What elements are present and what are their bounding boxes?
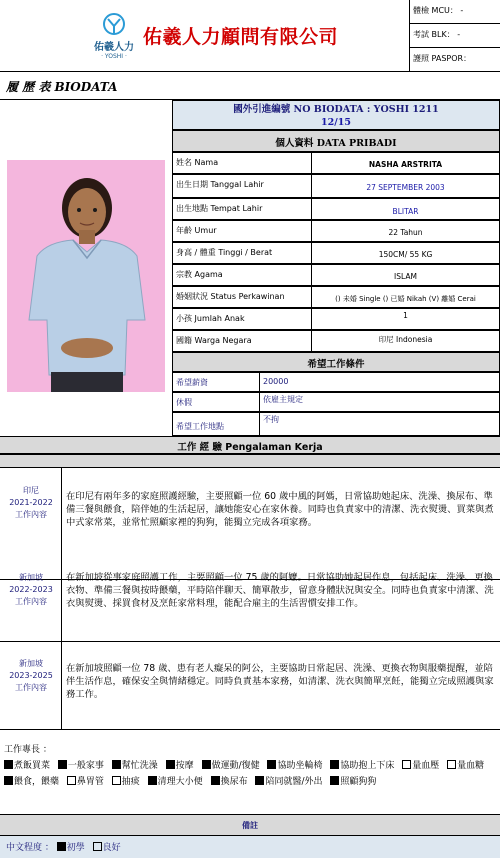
personal-label-tinggi-berat: 身高 / 體重 Tinggi / Berat bbox=[172, 242, 312, 264]
work-role: 工作內容 bbox=[15, 683, 47, 692]
skill-item bbox=[4, 777, 59, 787]
personal-value-tinggi-berat: 150CM/ 55 KG bbox=[311, 242, 500, 264]
skill-label: 抽痰 bbox=[121, 777, 140, 787]
personal-label-umur: 年齡 Umur bbox=[172, 220, 312, 242]
work-label bbox=[0, 485, 62, 521]
work-years: 2022-2023 bbox=[9, 585, 53, 594]
work-place: 新加坡 bbox=[19, 573, 43, 582]
biodata-title: 履 歷 表 BIODATA bbox=[0, 72, 500, 100]
logo-subtext: · YOSHI · bbox=[101, 53, 127, 60]
work-label bbox=[0, 658, 62, 694]
skill-label: 做運動/復健 bbox=[211, 761, 260, 771]
skill-label: 協助抱上下床 bbox=[340, 761, 395, 771]
work-label bbox=[0, 572, 62, 608]
skill-checkbox[interactable] bbox=[58, 760, 67, 769]
skill-item bbox=[112, 777, 140, 787]
logo-text: 佑羲人力 bbox=[94, 42, 134, 53]
language-option-item bbox=[57, 843, 85, 853]
skill-item bbox=[330, 777, 376, 787]
mcu-status: 體檢 MCU： - bbox=[410, 0, 500, 24]
skill-label: 煮飯買菜 bbox=[14, 761, 51, 771]
skills-list bbox=[4, 758, 496, 790]
personal-label-status-perkawinan: 婚姻狀況 Status Perkawinan bbox=[172, 286, 312, 308]
skills-title: 工作專長 ： bbox=[4, 745, 52, 755]
personal-label-tanggal-lahir: 出生日期 Tanggal Lahir bbox=[172, 174, 312, 198]
work-role: 工作內容 bbox=[15, 510, 47, 519]
language-option-checkbox[interactable] bbox=[57, 842, 66, 851]
pribadi-title: 個人資料 DATA PRIBADI bbox=[172, 130, 500, 152]
personal-value-tanggal-lahir: 27 SEPTEMBER 2003 bbox=[311, 174, 500, 198]
skill-label: 一般家事 bbox=[67, 761, 104, 771]
skill-item bbox=[166, 761, 194, 771]
skill-checkbox[interactable] bbox=[166, 760, 175, 769]
personal-value-agama: ISLAM bbox=[311, 264, 500, 286]
hope-label-holiday: 休假 bbox=[172, 392, 260, 412]
language-label: 中文程度 ： bbox=[6, 843, 54, 853]
personal-value-jumlah-anak: 1 bbox=[311, 308, 500, 330]
skill-checkbox[interactable] bbox=[67, 776, 76, 785]
hope-title: 希望工作條件 bbox=[172, 352, 500, 372]
skill-item bbox=[67, 777, 104, 787]
skill-item bbox=[447, 761, 484, 771]
company-name: 佑羲人力顧問有限公司 bbox=[143, 26, 339, 48]
work-role: 工作內容 bbox=[15, 597, 47, 606]
skill-checkbox[interactable] bbox=[112, 776, 121, 785]
work-years: 2023-2025 bbox=[9, 671, 53, 680]
skill-item bbox=[148, 777, 203, 787]
skill-checkbox[interactable] bbox=[211, 776, 220, 785]
personal-value-nama: NASHA ARSTRITA bbox=[311, 152, 500, 174]
skill-item bbox=[58, 761, 104, 771]
personal-label-warga-negara: 國籍 Warga Negara bbox=[172, 330, 312, 352]
personal-label-agama: 宗教 Agama bbox=[172, 264, 312, 286]
hope-value-location: 不拘 bbox=[259, 412, 500, 436]
page-header bbox=[0, 0, 500, 72]
personal-value-warga-negara: 印尼 Indonesia bbox=[311, 330, 500, 352]
skill-label: 照顧狗狗 bbox=[340, 777, 377, 787]
work-title: 工作 經 驗 Pengalaman Kerja bbox=[0, 436, 500, 454]
language-option-label: 初學 bbox=[66, 843, 85, 853]
skill-label: 量血糖 bbox=[457, 761, 485, 771]
skill-checkbox[interactable] bbox=[447, 760, 456, 769]
skill-checkbox[interactable] bbox=[330, 776, 339, 785]
personal-value-status-perkawinan: () 未婚 Single () 已婚 Nikah (V) 離婚 Cerai bbox=[311, 286, 500, 308]
hope-label-location: 希望工作地點 bbox=[172, 412, 260, 436]
paspor-status: 護照 PASPOR： bbox=[413, 54, 472, 63]
skill-checkbox[interactable] bbox=[112, 760, 121, 769]
skill-label: 協助坐輪椅 bbox=[277, 761, 323, 771]
skills-section bbox=[0, 736, 500, 814]
skill-label: 幫忙洗澡 bbox=[121, 761, 158, 771]
company-logo bbox=[88, 10, 140, 64]
skill-checkbox[interactable] bbox=[4, 776, 13, 785]
skill-item bbox=[211, 777, 248, 787]
blk-status: 考試 BLK： - bbox=[410, 24, 500, 48]
skill-item bbox=[112, 761, 158, 771]
skill-label: 按摩 bbox=[175, 761, 194, 771]
skill-item bbox=[330, 761, 394, 771]
skill-checkbox[interactable] bbox=[202, 760, 211, 769]
skill-checkbox[interactable] bbox=[267, 760, 276, 769]
skill-checkbox[interactable] bbox=[4, 760, 13, 769]
work-description: 在新加坡照顧一位 78 歲、患有老人癡呆的阿公，主要協助日常起居、洗澡、更換衣物與服藥提醒，並陪伴生活作息，確保安全與情緒穩定。同時負責基本家務，如清潔、洗衣與簡單烹飪，能獨立完成照護與家務工作。 bbox=[66, 663, 494, 700]
status-table bbox=[409, 0, 500, 72]
hope-value-salary: 20000 bbox=[259, 372, 500, 392]
skill-checkbox[interactable] bbox=[330, 760, 339, 769]
work-place: 印尼 bbox=[23, 486, 39, 495]
personal-label-jumlah-anak: 小孩 Jumlah Anak bbox=[172, 308, 312, 330]
biodata-number: 國外引進編號 NO BIODATA : YOSHI 1211 bbox=[233, 104, 439, 115]
work-years: 2021-2022 bbox=[9, 498, 53, 507]
skill-checkbox[interactable] bbox=[402, 760, 411, 769]
work-place: 新加坡 bbox=[19, 659, 43, 668]
skill-checkbox[interactable] bbox=[148, 776, 157, 785]
skill-label: 換尿布 bbox=[220, 777, 248, 787]
language-level bbox=[0, 836, 500, 858]
personal-value-umur: 22 Tahun bbox=[311, 220, 500, 242]
skill-item bbox=[255, 777, 322, 787]
language-option-checkbox[interactable] bbox=[93, 842, 102, 851]
skill-item bbox=[202, 761, 260, 771]
language-option-label: 良好 bbox=[102, 843, 121, 853]
skill-label: 鼻胃管 bbox=[76, 777, 104, 787]
personal-value-tempat-lahir: BLITAR bbox=[311, 198, 500, 220]
personal-label-tempat-lahir: 出生地點 Tempat Lahir bbox=[172, 198, 312, 220]
work-description: 在印尼有兩年多的家庭照護經驗，主要照顧一位 60 歲中風的阿媽，日常協助她起床、洗澡、換尿布、準備三餐與餵食，陪伴她的生活起居，讓她能安心在家休養。同時也負責家中的清潔、洗衣熨燙、買菜與煮中式家常菜，並常忙照顧家裡的狗狗，能獨立完成各項家務。 bbox=[66, 491, 494, 528]
note-title: 備註 bbox=[0, 814, 500, 836]
skill-label: 餵食，餵藥 bbox=[14, 777, 60, 787]
work-spacer bbox=[0, 454, 500, 468]
personal-label-nama: 姓名 Nama bbox=[172, 152, 312, 174]
skill-label: 量血壓 bbox=[412, 761, 440, 771]
language-option-item bbox=[93, 843, 121, 853]
skill-item bbox=[402, 761, 439, 771]
hope-value-holiday: 依雇主規定 bbox=[259, 392, 500, 412]
hope-label-salary: 希望薪資 bbox=[172, 372, 260, 392]
skill-checkbox[interactable] bbox=[255, 776, 264, 785]
skill-label: 清理大小便 bbox=[157, 777, 203, 787]
applicant-photo bbox=[7, 160, 165, 392]
language-options bbox=[57, 843, 126, 853]
biodata-date: 12/15 bbox=[321, 117, 351, 128]
skill-item bbox=[267, 761, 322, 771]
skill-label: 陪同就醫/外出 bbox=[265, 777, 323, 787]
skill-item bbox=[4, 761, 50, 771]
work-description: 在新加坡從事家庭照護工作，主要照顧一位 75 歲的阿嬤。日常協助她起居作息，包括起床、洗澡、更換衣物、準備三餐與按時餵藥，平時陪伴聊天、簡單散步，留意身體狀況與安全。同時也負責家中清潔、洗衣與熨燙、採買食材及烹飪家常料理，能配合雇主的生活習慣安排工作。 bbox=[66, 572, 494, 609]
biodata-number-box bbox=[172, 100, 500, 130]
person-photo-icon bbox=[7, 160, 165, 392]
